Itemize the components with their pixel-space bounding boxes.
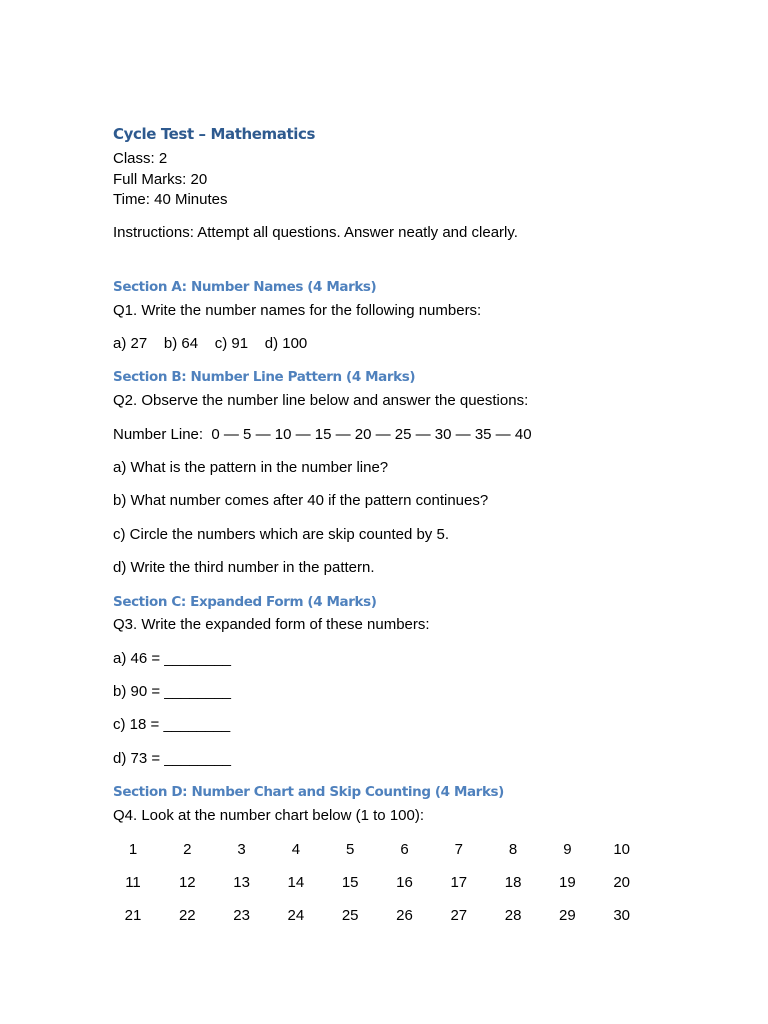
number-chart-cell: 21 [124,907,142,924]
number-chart-cell: 8 [508,841,518,858]
number-chart-cell: 22 [178,907,196,924]
section-b-question: Q2. Observe the number line below and answer the questions: [113,392,529,409]
number-chart-cell: 29 [559,907,576,924]
section-b-part-b: b) What number comes after 40 if the pattern continues? [113,492,489,509]
number-chart-cell: 25 [341,907,359,924]
number-chart-row [113,874,673,892]
number-chart-cell: 12 [178,874,196,891]
number-chart-cell: 3 [237,841,246,858]
section-b-part-d: d) Write the third number in the pattern. [113,559,375,576]
time-info: Time: 40 Minutes [113,191,228,208]
number-chart-cell: 4 [291,841,301,858]
section-d-question: Q4. Look at the number chart below (1 to 100): [113,807,425,824]
section-a-question: Q1. Write the number names for the following numbers: [113,302,482,319]
number-chart-cell: 9 [563,841,572,858]
number-chart-cell: 2 [183,841,192,858]
number-chart-cell: 16 [396,874,413,891]
number-chart-cell: 19 [559,874,576,891]
section-b-part-c: c) Circle the numbers which are skip counted by 5. [113,526,449,543]
section-b-part-a: a) What is the pattern in the number line? [113,459,389,476]
section-c-question: Q3. Write the expanded form of these numbers: [113,616,430,633]
number-chart-cell: 17 [450,874,468,891]
number-chart-cell: 7 [454,841,463,858]
section-a-heading: Section A: Number Names (4 Marks) [113,279,377,295]
number-chart-cell: 30 [613,907,631,924]
full-marks-info: Full Marks: 20 [113,171,208,188]
instructions: Instructions: Attempt all questions. Answer neatly and clearly. [113,224,518,241]
section-c-heading: Section C: Expanded Form (4 Marks) [113,594,377,610]
number-chart-cell: 1 [128,841,138,858]
section-a-options: a) 27 b) 64 c) 91 d) 100 [113,335,308,352]
number-chart-cell: 23 [233,907,250,924]
number-chart-cell: 5 [346,841,355,858]
number-chart-cell: 14 [287,874,305,891]
number-chart-cell: 11 [125,874,141,891]
section-b-heading: Section B: Number Line Pattern (4 Marks) [113,369,416,385]
number-line: Number Line: 0 — 5 — 10 — 15 — 20 — 25 — 30 — 35 — 40 [113,426,532,443]
number-chart-cell: 27 [450,907,468,924]
number-chart-cell: 24 [287,907,305,924]
number-chart-cell: 26 [396,907,413,924]
number-chart-row [113,841,673,859]
number-chart-cell: 10 [613,841,631,858]
number-chart-cell: 20 [613,874,631,891]
section-c-part-b: b) 90 = ________ [113,683,232,700]
document-title: Cycle Test – Mathematics [113,125,316,143]
number-chart-row [113,907,673,925]
class-info: Class: 2 [113,150,168,167]
number-chart-cell: 28 [504,907,522,924]
section-c-part-a: a) 46 = ________ [113,650,232,667]
number-chart-cell: 13 [233,874,250,891]
number-chart-cell: 18 [504,874,522,891]
section-c-part-c: c) 18 = ________ [113,716,231,733]
section-d-heading: Section D: Number Chart and Skip Counting (4 Marks) [113,784,504,800]
number-chart-cell: 6 [400,841,409,858]
section-c-part-d: d) 73 = ________ [113,750,232,767]
number-chart-cell: 15 [341,874,359,891]
